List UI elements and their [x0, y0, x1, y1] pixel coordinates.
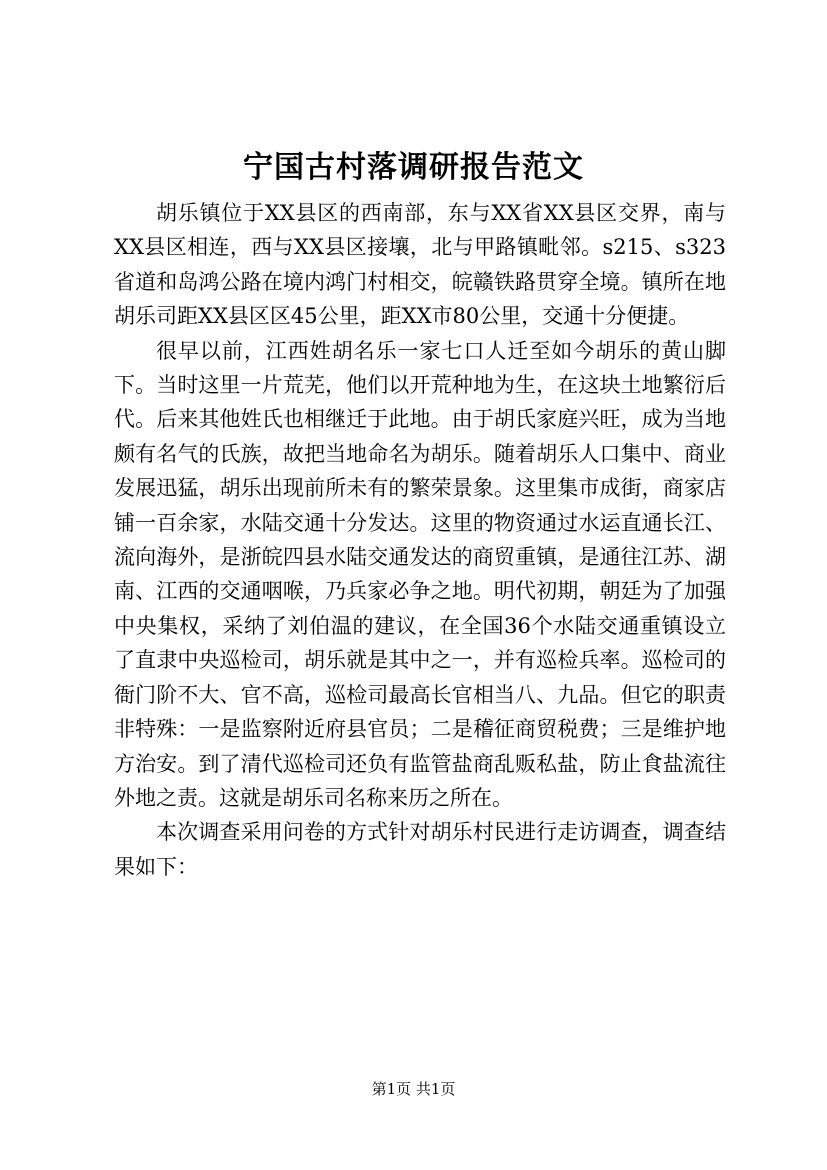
- document-title: 宁国古村落调研报告范文: [243, 150, 584, 185]
- paragraph-history: 很早以前，江西姓胡名乐一家七口人迁至如今胡乐的黄山脚下。当时这里一片荒芜，他们以开荒种地为生，在这块土地繁衍后代。后来其他姓氏也相继迁于此地。由于胡氏家庭兴旺，成为当地颇有名气的氏族，故把当地命名为胡乐。随着胡乐人口集中、商业发展迅猛，胡乐出现前所未有的繁荣景象。这里集市成街，商家店铺一百余家，水陆交通十分发达。这里的物资通过水运直通长江、流向海外，是浙皖四县水陆交通发达的商贸重镇，是通往江苏、湖南、江西的交通咽喉，乃兵家必争之地。明代初期，朝廷为了加强中央集权，采纳了刘伯温的建议，在全国36个水陆交通重镇设立了直隶中央巡检司，胡乐就是其中之一，并有巡检兵率。巡检司的衙门阶不大、官不高，巡检司最高长官相当八、九品。但它的职责非特殊：一是监察附近府县官员；二是稽征商贸税费；三是维护地方治安。到了清代巡检司还负有监管盐商乱贩私盐，防止食盐流往外地之责。这就是胡乐司名称来历之所在。: [114, 338, 726, 810]
- page-footer: 第1页 共1页: [371, 1080, 456, 1098]
- document-body: [114, 196, 726, 884]
- paragraph-survey: 本次调查采用问卷的方式针对胡乐村民进行走访调查，调查结果如下：: [114, 820, 726, 879]
- paragraph-location: 胡乐镇位于XX县区的西南部，东与XX省XX县区交界，南与XX县区相连，西与XX县区接壤，北与甲路镇毗邻。s215、s323省道和岛鸿公路在境内鸿门村相交，皖赣铁路贯穿全境。镇所在地胡乐司距XX县区区45公里，距XX市80公里，交通十分便捷。: [114, 201, 726, 329]
